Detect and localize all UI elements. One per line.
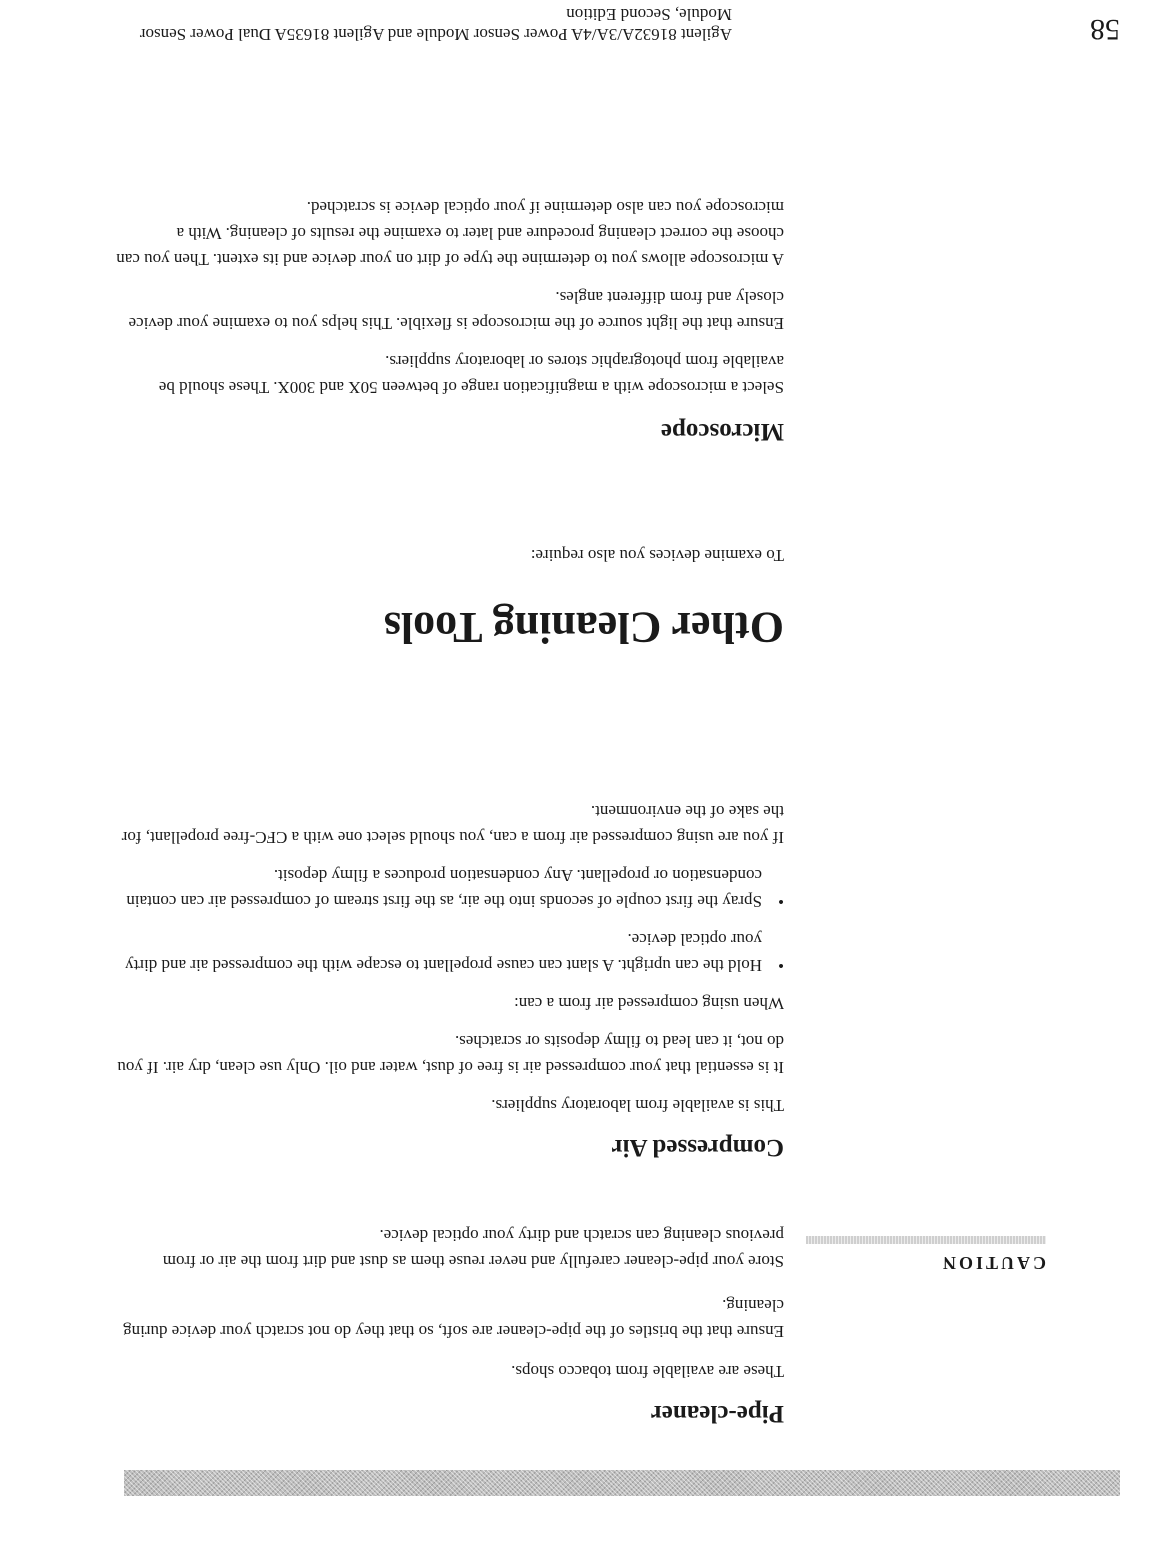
paragraph-compressed-air-availability: This is available from laboratory suppliers.	[491, 1096, 784, 1115]
page-footer	[120, 5, 1120, 46]
caution-text-block	[104, 1222, 784, 1274]
paragraph-microscope-usage: A microscope allows you to determine the type of dirt on your device and its extent. Then you can choose the correct cleaning procedure and later to examine the results of cleaning. With a microscope you can also determine if your optical device is scratched.	[116, 198, 784, 269]
paragraph-microscope-magnification: Select a microscope with a magnification range of between 50X and 300X. These should be available from photographic stores or laboratory suppliers.	[158, 352, 784, 397]
caution-text: Store your pipe-cleaner carefully and never reuse them as dust and dirt from the air or from previous cleaning can scratch and dirty your optical device.	[162, 1226, 784, 1271]
heading-other-cleaning-tools: Other Cleaning Tools	[383, 603, 784, 652]
compressed-air-bullet-list	[104, 862, 784, 978]
paragraph-examine-intro: To examine devices you also require:	[530, 546, 784, 565]
caution-rule	[806, 1236, 1046, 1244]
paragraph-cfc-free: If you are using compressed air from a can, you should select one with a CFC-free propellant, for the sake of the environment.	[121, 802, 784, 847]
section-pipe-cleaner	[104, 1292, 784, 1428]
bullet-item: • Spray the first couple of seconds into the air, as the first stream of compressed air can contain condensation or propellant. Any condensation produces a filmy deposit.	[104, 862, 784, 914]
paragraph-pipe-cleaner-availability: These are available from tobacco shops.	[511, 1362, 784, 1381]
heading-compressed-air: Compressed Air	[611, 1134, 784, 1161]
section-other-cleaning-tools	[104, 542, 784, 652]
bullet-item: • Hold the can upright. A slant can cause propellant to escape with the compressed air and dirty your optical device.	[104, 926, 784, 978]
page-number: 58	[1090, 13, 1120, 46]
caution-label: CAUTION	[939, 1253, 1046, 1273]
section-microscope	[104, 194, 784, 446]
footer-document-title: Agilent 81632A/3A/4A Power Sensor Module and Agilent 81635A Dual Power Sensor Module, Second Edition	[139, 5, 732, 44]
paragraph-compressed-air-purity: It is essential that your compressed air is free of dust, water and oil. Only use clean, dry air. If you do not, it can lead to filmy deposits or scratches.	[117, 1032, 784, 1077]
header-rule	[124, 1470, 1120, 1496]
paragraph-pipe-cleaner-bristles: Ensure that the bristles of the pipe-cleaner are soft, so that they do not scratch your device during cleaning.	[123, 1296, 784, 1341]
caution-box	[806, 1236, 1046, 1274]
section-compressed-air	[104, 798, 784, 1162]
paragraph-compressed-air-can-intro: When using compressed air from a can:	[513, 994, 784, 1013]
heading-pipe-cleaner: Pipe-cleaner	[650, 1400, 784, 1427]
paragraph-microscope-light-source: Ensure that the light source of the microscope is flexible. This helps you to examine your device closely and from different angles.	[128, 288, 784, 333]
heading-microscope: Microscope	[660, 418, 784, 445]
